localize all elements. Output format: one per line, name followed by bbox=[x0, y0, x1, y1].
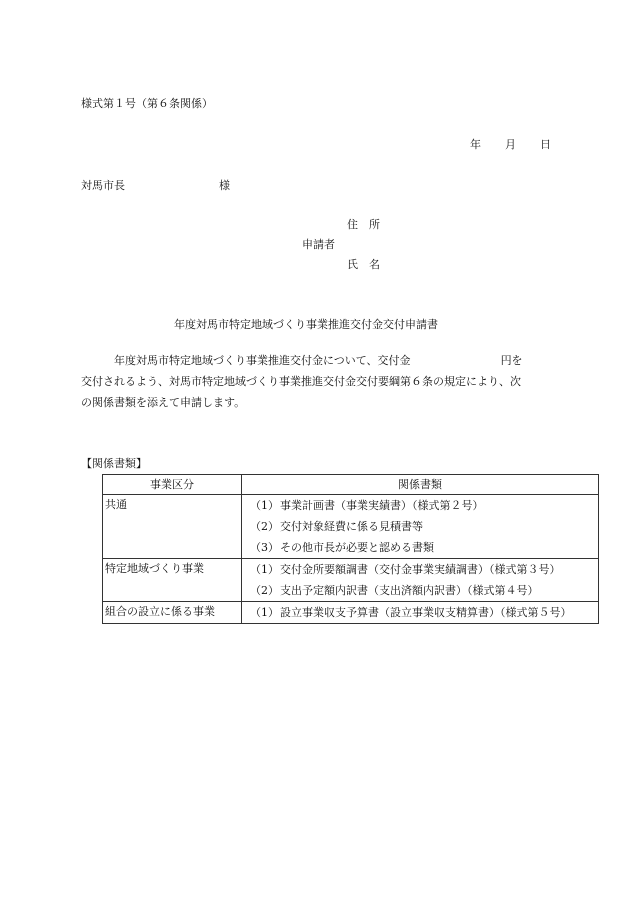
form-number: 様式第１号（第６条関係） bbox=[81, 97, 213, 110]
date-day: 日 bbox=[540, 138, 551, 151]
list-item: （3）その他市長が必要と認める書類 bbox=[250, 541, 434, 554]
list-item: （1）設立事業収支予算書（設立事業収支精算書）（様式第５号） bbox=[250, 606, 572, 619]
list-item: （2）支出予定額内訳書（支出済額内訳書）（様式第４号） bbox=[250, 584, 539, 597]
applicant-label: 申請者 bbox=[302, 238, 335, 251]
addressee-name: 対馬市長 bbox=[81, 179, 125, 192]
table-header-row bbox=[103, 475, 599, 495]
row-items bbox=[242, 602, 599, 624]
table-row bbox=[103, 495, 599, 559]
list-item: （1）交付金所要額調書（交付金事業実績調書）（様式第３号） bbox=[250, 563, 561, 576]
docs-heading: 【関係書類】 bbox=[81, 457, 147, 470]
addressee-honorific: 様 bbox=[219, 179, 230, 192]
header-category: 事業区分 bbox=[103, 475, 242, 495]
row-category: 特定地域づくり事業 bbox=[103, 559, 242, 602]
list-item: （1）事業計画書（事業実績書）（様式第２号） bbox=[250, 499, 484, 512]
table-row bbox=[103, 559, 599, 602]
applicant-address-label: 住 所 bbox=[347, 218, 380, 231]
body-line-3: の関係書類を添えて申請します。 bbox=[81, 396, 246, 409]
body-paragraph bbox=[81, 350, 551, 413]
body-line-1 bbox=[81, 350, 551, 371]
applicant-name-label: 氏 名 bbox=[347, 258, 380, 271]
header-documents: 関係書類 bbox=[242, 475, 599, 495]
table-row bbox=[103, 602, 599, 624]
body-line-2: 交付されるよう、対馬市特定地域づくり事業推進交付金交付要綱第６条の規定により、次 bbox=[81, 375, 521, 388]
date-month: 月 bbox=[505, 138, 516, 151]
date-year: 年 bbox=[470, 138, 481, 151]
row-items bbox=[242, 559, 599, 602]
body-line-1b: 円を bbox=[500, 354, 523, 367]
body-line-1a: 年度対馬市特定地域づくり事業推進交付金について、交付金 bbox=[114, 354, 411, 367]
list-item: （2）交付対象経費に係る見積書等 bbox=[250, 520, 423, 533]
document-title: 年度対馬市特定地域づくり事業推進交付金交付申請書 bbox=[174, 318, 438, 331]
row-items bbox=[242, 495, 599, 559]
row-category: 組合の設立に係る事業 bbox=[103, 602, 242, 624]
row-category: 共通 bbox=[103, 495, 242, 559]
docs-table bbox=[102, 474, 599, 624]
